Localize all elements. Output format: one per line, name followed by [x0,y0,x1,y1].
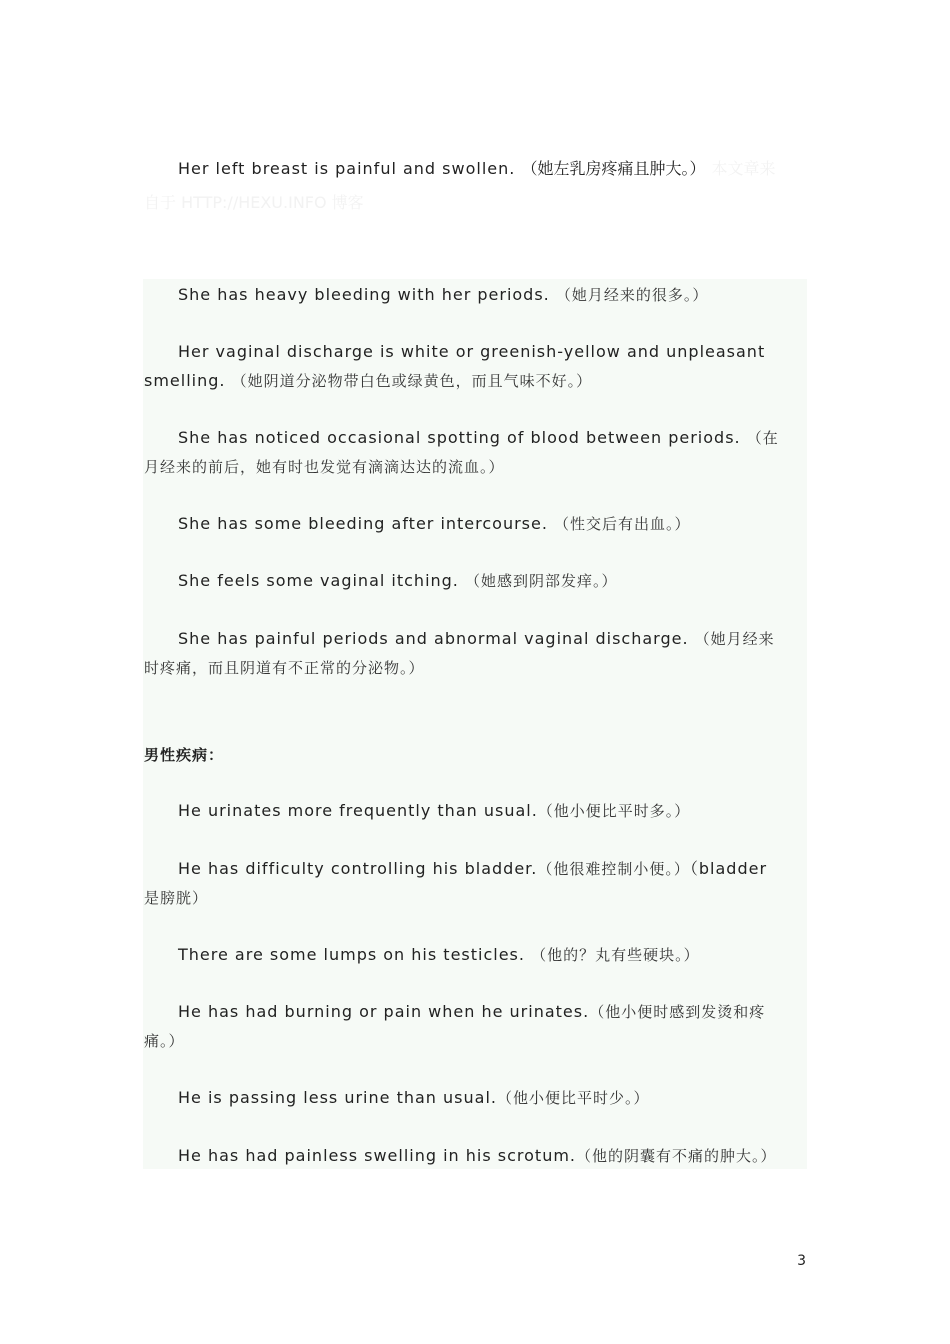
male-item-1 [178,801,806,821]
watermark-text-1: 本文章来 [711,159,776,178]
male-item-4-zh2: 痛。） [144,1032,185,1050]
female-item-1-en: She has heavy bleeding with her periods. [178,285,550,304]
female-item-4 [178,514,806,534]
female-item-3-zh1: （在 [746,429,779,447]
female-item-5-zh: （她感到阴部发痒。） [464,572,618,590]
female-item-6-zh2: 时疼痛，而且阴道有不正常的分泌物。） [144,659,425,677]
male-item-4-line1 [178,1002,806,1022]
male-item-1-zh: （他小便比平时多。） [537,802,691,820]
intro-en: Her left breast is painful and swollen. [178,159,516,178]
female-item-6-zh1: （她月经来 [694,630,775,648]
intro-line [178,159,806,179]
male-item-4-zh1: （他小便时感到发烫和疼 [589,1003,766,1021]
male-item-6 [178,1146,806,1166]
male-item-1-en: He urinates more frequently than usual. [178,801,538,820]
watermark-text-2: 自于 HTTP://HEXU.INFO 博客 [144,193,364,212]
male-item-3-zh: （他的？丸有些硬块。） [531,946,700,964]
female-item-1 [178,285,806,305]
male-item-3-en: There are some lumps on his testicles. [178,945,525,964]
male-section-heading: 男性疾病： [144,746,225,764]
female-item-2-line2 [144,371,806,391]
male-item-2-en: He has difficulty controlling his bladder. [178,859,538,878]
female-item-5 [178,571,806,591]
female-item-3-line1 [178,428,806,448]
male-item-2-zh1: （他很难控制小便。） [537,860,690,878]
female-item-2-en2: smelling. [144,371,226,390]
female-item-3-en: She has noticed occasional spotting of blood between periods. [178,428,741,447]
male-item-2-en2: （bladder [689,859,768,878]
male-item-5-en: He is passing less urine than usual. [178,1088,497,1107]
page-number: 3 [797,1253,806,1269]
male-item-4-en: He has had burning or pain when he urinates. [178,1002,590,1021]
intro-zh: （她左乳房疼痛且肿大。） [521,159,706,178]
female-item-4-zh: （性交后有出血。） [554,515,691,533]
female-item-2-line1 [178,342,806,362]
male-item-2-zh2: 是膀胱） [144,889,209,907]
female-item-5-en: She feels some vaginal itching. [178,571,459,590]
male-item-3 [178,945,806,965]
female-item-2-en: Her vaginal discharge is white or greenish-yellow and unpleasant [178,342,766,361]
female-item-6-line1 [178,629,806,649]
female-item-6-en: She has painful periods and abnormal vaginal discharge. [178,629,689,648]
male-item-5-zh: （他小便比平时少。） [496,1089,650,1107]
male-item-6-en: He has had painless swelling in his scrotum. [178,1146,577,1165]
female-item-2-zh: （她阴道分泌物带白色或绿黄色，而且气味不好。） [231,372,593,390]
male-item-2-line1 [178,859,806,879]
female-item-3-zh2: 月经来的前后，她有时也发觉有滴滴达达的流血。） [144,458,505,476]
male-item-6-zh: （他的阴囊有不痛的肿大。） [576,1147,777,1165]
male-item-5 [178,1088,806,1108]
female-item-1-zh: （她月经来的很多。） [555,286,709,304]
female-item-4-en: She has some bleeding after intercourse. [178,514,548,533]
